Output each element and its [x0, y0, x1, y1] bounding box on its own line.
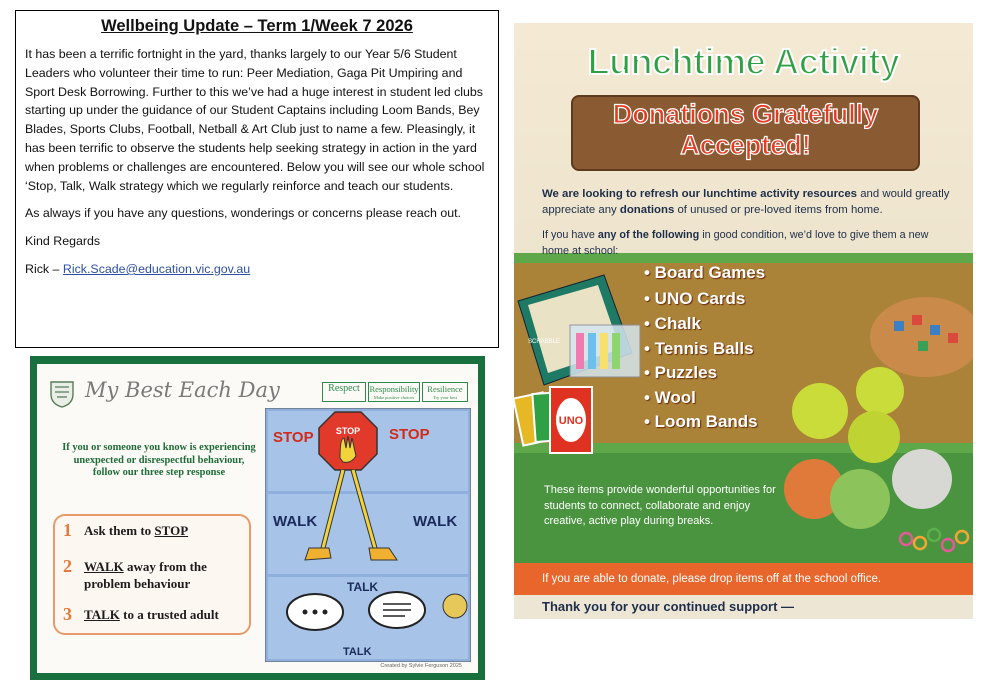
value-label: Resilience: [427, 384, 463, 394]
lunchtime-poster: [514, 23, 973, 619]
value-tag-resilience: [422, 382, 468, 402]
wellbeing-signoff: [25, 260, 489, 279]
stop-walk-talk-illustration: [265, 408, 471, 662]
stop-word-left: STOP: [273, 429, 314, 446]
donations-subtitle-2: Accepted!: [680, 130, 811, 160]
item-loom-bands: • Loom Bands: [644, 412, 758, 431]
step-text: Ask them to: [84, 523, 155, 538]
stop-sign-word: STOP: [335, 426, 361, 436]
value-tag-respect: [322, 382, 366, 402]
best-each-day-poster: [30, 356, 485, 680]
step-text: to a trusted adult: [119, 607, 219, 622]
poster-inner: [37, 364, 478, 673]
wellbeing-paragraph-1: It has been a terrific fortnight in the yard, thanks largely to our Year 5/6 Student Leaders who volunteer their time to run: Peer Mediation, Gaga Pit Umpiring and Sport Desk Borrowing. Further to this we’ve had a huge interest in student led clubs starting up under the guidance of our Student Captains including Loom Bands, Bey Blades, Sports Clubs, Football, Netball & Art Club just to name a few. Pleasingly, it has been terrific to observe the students help seeking strategy in action in the yard when problems or challenges are encountered. Below you will see our whole school ‘Stop, Talk, Walk strategy which we regularly reinforce and teach our students.: [25, 47, 485, 193]
item-tennis-balls: • Tennis Balls: [644, 339, 754, 358]
best-each-day-intro: If you or someone you know is experiencing unexpected or disrespectful behaviour, follow our three step response: [62, 442, 256, 478]
step-number: 1: [63, 520, 72, 540]
step-text: away from the problem behaviour: [84, 559, 207, 591]
wellbeing-update-box: [15, 10, 499, 348]
talk-word-top: TALK: [347, 580, 379, 594]
school-crest-icon: [47, 378, 77, 408]
item-wool: • Wool: [644, 388, 696, 407]
item-uno-cards: • UNO Cards: [644, 289, 746, 308]
step-keyword: TALK: [84, 607, 120, 622]
scrabble-label: SCRABBLE: [528, 339, 561, 345]
lunchtime-benefits: These items provide wonderful opportunities for students to connect, collaborate and enjoy creative, active play during breaks.: [544, 484, 776, 527]
talk-word-bottom: TALK: [343, 646, 372, 658]
wellbeing-paragraph-2: As always if you have any questions, wonderings or concerns please reach out.: [25, 206, 461, 221]
email-link[interactable]: Rick.Scade@education.vic.gov.au: [62, 261, 251, 276]
request-bold: any of the following: [597, 229, 700, 241]
poster-credit: Created by Sylvie Ferguson 2025: [380, 663, 462, 669]
intro-bold-2: donations: [619, 203, 675, 216]
uno-cards-icon: [514, 387, 592, 453]
request-text: If you have: [542, 229, 598, 241]
intro-end: of unused or pre-loved items from home.: [674, 203, 883, 216]
walk-word-right: WALK: [413, 513, 458, 530]
step-number: 3: [63, 604, 72, 624]
walk-word-left: WALK: [273, 513, 318, 530]
request-end: in good condition, we’d love to give them a new home at school:: [542, 229, 929, 257]
value-tag-responsibility: [368, 382, 420, 402]
wellbeing-closing: Kind Regards: [25, 234, 101, 249]
step-keyword: STOP: [154, 523, 189, 538]
value-subtext: Make positive choices: [373, 395, 415, 400]
value-label: Respect: [328, 383, 360, 394]
intro-bold: We are looking to refresh our lunchtime activity resources: [542, 188, 858, 200]
lunchtime-title: Lunchtime Activity: [587, 41, 900, 82]
stop-word-right: STOP: [389, 426, 430, 443]
item-board-games: • Board Games: [644, 263, 766, 282]
value-label: Responsibility: [369, 384, 419, 394]
item-puzzles: • Puzzles: [644, 363, 718, 382]
chalk-icon: [570, 325, 640, 377]
step-keyword: WALK: [84, 559, 124, 574]
intro-text: and would greatly appreciate any: [542, 188, 950, 216]
wellbeing-title: Wellbeing Update – Term 1/Week 7 2026: [101, 17, 413, 35]
step-number: 2: [63, 556, 72, 576]
donations-banner: [571, 95, 920, 171]
value-subtext: Try your best: [432, 395, 458, 400]
donations-subtitle-1: Donations Gratefully: [612, 99, 879, 129]
item-chalk: • Chalk: [644, 314, 701, 333]
lunchtime-intro: [542, 187, 952, 218]
signoff-name: Rick –: [25, 261, 60, 276]
lunchtime-request: [542, 228, 952, 259]
donate-instructions: If you are able to donate, please drop items off at the school office.: [542, 573, 882, 585]
uno-label: UNO: [558, 415, 584, 427]
thank-you-line: Thank you for your continued support —: [542, 599, 795, 614]
best-each-day-title: My Best Each Day: [85, 378, 280, 402]
three-step-box: [53, 514, 251, 635]
